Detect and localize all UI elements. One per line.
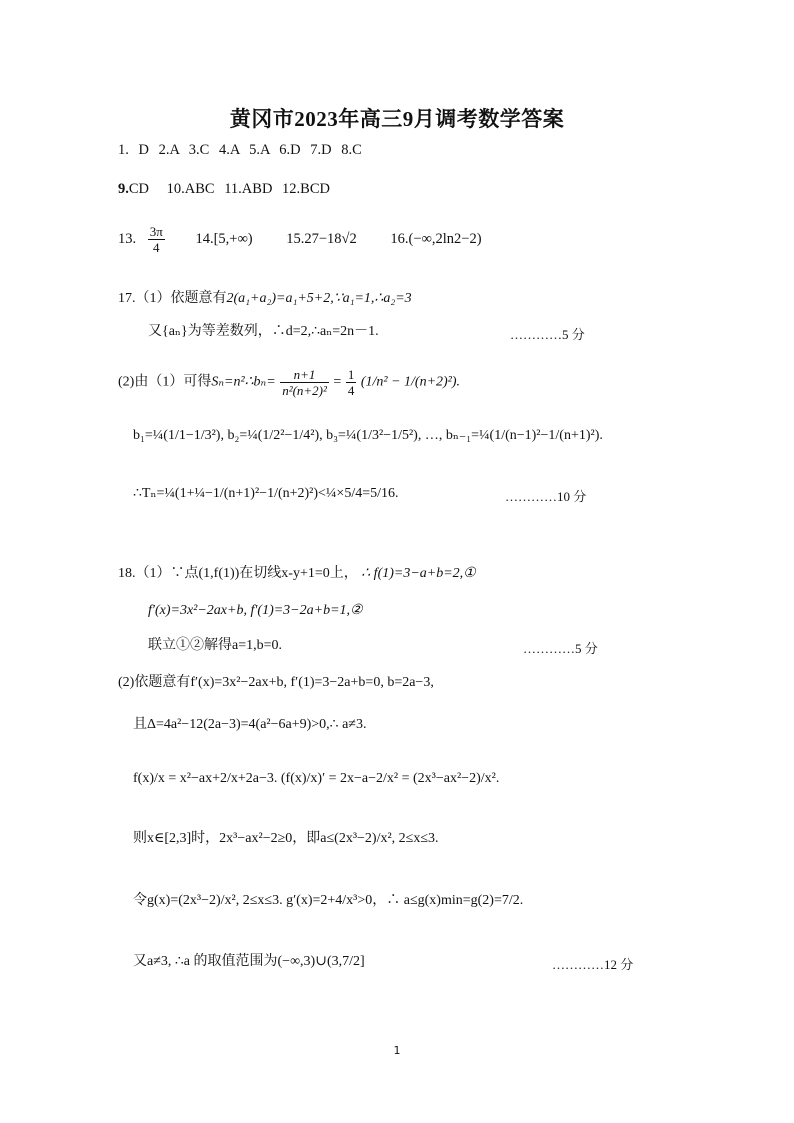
- q16-answer: 16.(−∞,2ln2−2): [390, 230, 482, 247]
- q18-g-function: 令g(x)=(2x³−2)/x², 2≤x≤3. g′(x)=2+4/x³>0，∴ a≤g(x)min=g(2)=7/2.: [133, 893, 524, 908]
- fill-answers: [118, 224, 482, 255]
- q17-part2-line: [118, 367, 460, 398]
- q17-part1-line: [118, 290, 412, 308]
- q17-score-5: …………5 分: [510, 327, 585, 342]
- q17-score-10: …………10 分: [505, 489, 587, 504]
- q17-part2-label: (2)由（1）可得: [118, 374, 212, 390]
- q18-score-5: …………5 分: [523, 641, 598, 656]
- q13-fraction: [148, 224, 165, 255]
- q17-part1-conclusion: 又{aₙ}为等差数列，∴d=2,∴aₙ=2n－1.: [148, 324, 379, 339]
- q18-range-condition: 则x∈[2,3]时，2x³−ax²−2≥0，即a≤(2x³−2)/x², 2≤x≤3.: [133, 831, 439, 846]
- q15-answer: 15.27−18√2: [286, 230, 357, 247]
- q17-part1-formula: 2(a₁+a₂)=a₁+5+2,∵a₁=1,∴a₂=3: [226, 291, 412, 306]
- page-number: 1: [393, 1044, 401, 1057]
- choice-answers: 1. D 2.A 3.C 4.A 5.A 6.D 7.D 8.C: [118, 142, 362, 158]
- q17-bn-fraction: [280, 367, 329, 398]
- q18-line1-text: 18.（1）∵点(1,f(1))在切线x-y+1=0上，: [118, 566, 358, 581]
- q18-solve: 联立①②解得a=1,b=0.: [148, 638, 283, 653]
- page-title: 黄冈市2023年高三9月调考数学答案: [229, 107, 565, 131]
- q9-number: 9.: [118, 181, 129, 197]
- q18-part2-line: (2)依题意有f′(x)=3x²−2ax+b, f′(1)=3−2a+b=0, b=2a−3,: [118, 675, 434, 690]
- q17-b-terms: b₁=¼(1/1−1/3²), b₂=¼(1/2²−1/4²), b₃=¼(1/3²−1/5²), …, bₙ₋₁=¼(1/(n−1)²−1/(n+1)²).: [133, 428, 603, 443]
- q18-discriminant: 且Δ=4a²−12(2a−3)=4(a²−6a+9)>0,∴ a≠3.: [133, 717, 367, 732]
- multi-answers: [118, 180, 330, 198]
- q13-denominator: 4: [153, 240, 160, 255]
- q17-quarter-fraction: $\frac{1}{4}$: [347, 367, 355, 398]
- q18-fx-over-x: f(x)/x = x²−ax+2/x+2a−3. (f(x)/x)′ = 2x−a−2/x² = (2x³−ax²−2)/x².: [133, 771, 500, 786]
- q18-line1: [118, 565, 476, 583]
- q17-bn-tail: (1/n² − 1/(n+2)²).: [360, 374, 461, 390]
- q17-equals: =: [333, 374, 342, 390]
- q18-line1-formula: ∴ f(1)=3−a+b=2,①: [361, 566, 476, 581]
- q18-derivative: f′(x)=3x²−2ax+b, f′(1)=3−2a+b=1,②: [148, 603, 363, 618]
- q13-numerator: 3π: [149, 224, 163, 239]
- q18-final-range: 又a≠3, ∴a 的取值范围为(−∞,3)∪(3,7/2]: [133, 954, 365, 969]
- q18-score-12: …………12 分: [552, 957, 634, 972]
- q10-12-answers: 10.ABC 11.ABD 12.BCD: [166, 181, 330, 197]
- q9-answer: CD: [128, 181, 150, 197]
- q17-bn-numerator: n+1: [280, 367, 329, 383]
- q17-bn-denominator: n²(n+2)²: [282, 383, 327, 398]
- q14-answer: 14.[5,+∞): [195, 230, 253, 247]
- q17-t-sum: ∴Tₙ=¼(1+¼−1/(n+1)²−1/(n+2)²)<¼×5/4=5/16.: [133, 486, 399, 501]
- q13-label: 13.: [118, 230, 137, 247]
- q17-part2-sn: Sₙ=n²∴bₙ=: [211, 374, 276, 390]
- q17-part1-label: 17.（1）依题意有: [118, 291, 227, 306]
